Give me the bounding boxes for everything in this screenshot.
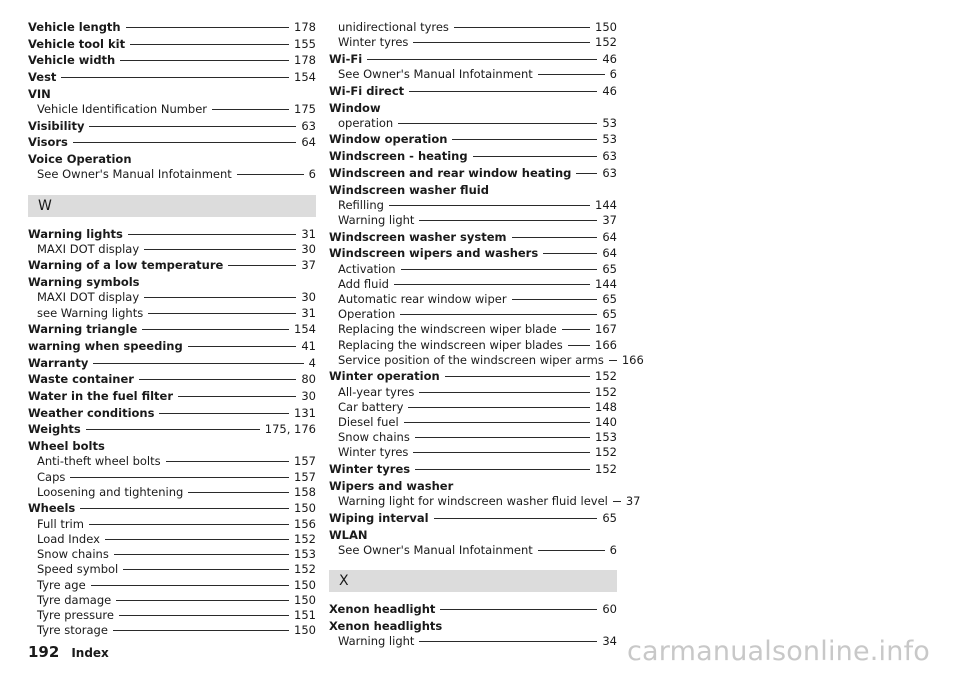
entry-label: Warning symbols (28, 275, 140, 290)
entry-page-number: 4 (308, 355, 316, 370)
index-entry (28, 70, 316, 85)
entry-label: Waste container (28, 372, 134, 387)
entry-label: warning when speeding (28, 338, 183, 353)
entry-label: Loosening and tightening (37, 484, 184, 499)
index-subentry (329, 262, 617, 277)
index-entry (329, 52, 617, 67)
leader-line (409, 91, 597, 92)
index-entry (28, 275, 316, 290)
leader-line (419, 641, 597, 642)
index-entry (28, 119, 316, 134)
entry-page-number: 64 (301, 135, 316, 150)
entry-page-number: 152 (595, 445, 617, 460)
entry-label: See Owner's Manual Infotainment (338, 542, 533, 557)
index-subentry (28, 532, 316, 547)
leader-line (228, 265, 296, 266)
entry-page-number: 156 (294, 516, 316, 531)
entry-page-number: 153 (294, 547, 316, 562)
leader-line (415, 469, 590, 470)
index-subentry (329, 400, 617, 415)
entry-label: Warning light (338, 633, 415, 648)
entry-label: Full trim (37, 516, 84, 531)
entry-page-number: 158 (294, 484, 316, 499)
entry-label: Load Index (37, 531, 100, 546)
entry-label: Diesel fuel (338, 415, 399, 430)
index-entry (28, 372, 316, 387)
entry-label: Winter tyres (338, 35, 409, 50)
leader-line (130, 44, 289, 45)
entry-page-number: 131 (294, 405, 316, 420)
leader-line (89, 524, 289, 525)
entry-page-number: 144 (595, 197, 617, 212)
entry-page-number: 152 (294, 531, 316, 546)
index-entry (329, 369, 617, 384)
entry-page-number: 153 (595, 430, 617, 445)
entry-label: Voice Operation (28, 152, 132, 167)
entry-page-number: 152 (595, 384, 617, 399)
index-subentry (329, 415, 617, 430)
index-subentry (329, 385, 617, 400)
entry-page-number: 152 (595, 35, 617, 50)
leader-line (401, 269, 598, 270)
leader-line (452, 139, 597, 140)
entry-label: Windscreen and rear window heating (329, 165, 572, 180)
entry-label: Replacing the windscreen wiper blade (338, 322, 557, 337)
entry-label: Caps (37, 469, 66, 484)
index-entry (28, 258, 316, 273)
entry-page-number: 37 (625, 494, 641, 509)
index-subentry (329, 277, 617, 292)
leader-line (538, 550, 605, 551)
index-subentry (28, 306, 316, 321)
index-entry (329, 246, 617, 261)
index-subentry (28, 454, 316, 469)
index-subentry (329, 35, 617, 50)
index-entry (28, 501, 316, 516)
leader-line (86, 429, 260, 430)
entry-page-number: 63 (301, 118, 316, 133)
letter-heading: W (28, 195, 316, 217)
entry-page-number: 154 (294, 70, 316, 85)
index-subentry (329, 292, 617, 307)
entry-label: Vehicle Identification Number (37, 102, 208, 117)
leader-line (123, 569, 289, 570)
entry-page-number: 178 (294, 20, 316, 34)
entry-page-number: 30 (301, 241, 316, 256)
entry-label: Snow chains (338, 430, 410, 445)
index-subentry (28, 242, 316, 257)
letter-heading: X (329, 570, 617, 592)
entry-label: Tyre damage (37, 592, 112, 607)
leader-line (400, 314, 597, 315)
entry-label: See Owner's Manual Infotainment (338, 67, 533, 82)
leader-line (237, 174, 304, 175)
entry-label: Warning light (338, 212, 415, 227)
leader-line (408, 407, 590, 408)
entry-label: Tyre storage (37, 623, 108, 638)
entry-page-number: 65 (602, 510, 617, 525)
entry-page-number: 31 (301, 226, 316, 241)
entry-page-number: 37 (301, 258, 316, 273)
entry-label: Visibility (28, 118, 85, 133)
entry-page-number: 150 (595, 20, 617, 34)
leader-line (126, 27, 289, 28)
index-entry (329, 149, 617, 164)
index-subentry (329, 67, 617, 82)
entry-label: Weather conditions (28, 405, 155, 420)
entry-label: All-year tyres (338, 384, 415, 399)
leader-line (105, 539, 289, 540)
entry-page-number: 65 (602, 307, 617, 322)
page-footer (28, 643, 109, 661)
entry-page-number: 150 (294, 623, 316, 638)
entry-label: Vehicle width (28, 53, 116, 68)
leader-line (188, 346, 297, 347)
leader-line (139, 379, 296, 380)
entry-label: Tyre age (37, 577, 86, 592)
leader-line (113, 630, 289, 631)
entry-label: Warning triangle (28, 322, 138, 337)
entry-label: Windscreen washer fluid (329, 182, 489, 197)
entry-label: Winter tyres (329, 462, 411, 477)
index-subentry (329, 20, 617, 35)
entry-label: unidirectional tyres (338, 20, 449, 34)
index-entry (329, 528, 617, 543)
leader-line (568, 345, 590, 346)
leader-line (398, 123, 597, 124)
entry-label: Refilling (338, 197, 384, 212)
leader-line (613, 501, 621, 502)
section-name: Index (71, 646, 109, 660)
entry-page-number: 155 (294, 36, 316, 51)
entry-page-number: 175 (294, 102, 316, 117)
leader-line (73, 142, 296, 143)
leader-line (166, 461, 289, 462)
index-subentry (28, 102, 316, 117)
index-subentry (28, 578, 316, 593)
entry-label: Snow chains (37, 547, 109, 562)
entry-page-number: 157 (294, 454, 316, 469)
index-entry (329, 511, 617, 526)
index-entry (28, 37, 316, 52)
entry-page-number: 144 (595, 276, 617, 291)
entry-page-number: 6 (609, 542, 617, 557)
leader-line (413, 42, 590, 43)
entry-label: Winter tyres (338, 445, 409, 460)
index-entry (28, 439, 316, 454)
entry-label: Operation (338, 307, 396, 322)
entry-label: Service position of the windscreen wiper arms (338, 352, 604, 367)
index-subentry (28, 547, 316, 562)
index-subentry (329, 445, 617, 460)
leader-line (415, 437, 590, 438)
entry-label: WLAN (329, 527, 368, 542)
entry-page-number: 148 (595, 399, 617, 414)
entry-page-number: 53 (602, 132, 617, 147)
index-entry (329, 230, 617, 245)
entry-label: Anti-theft wheel bolts (37, 454, 161, 469)
leader-line (188, 492, 289, 493)
index-entry (329, 462, 617, 477)
entry-label: see Warning lights (37, 305, 144, 320)
entry-page-number: 175, 176 (264, 422, 316, 437)
entry-label: Replacing the windscreen wiper blades (338, 337, 563, 352)
leader-line (543, 253, 597, 254)
leader-line (144, 249, 296, 250)
entry-label: Wheels (28, 501, 76, 516)
leader-line (148, 313, 296, 314)
leader-line (114, 554, 289, 555)
entry-page-number: 30 (301, 389, 316, 404)
entry-label: VIN (28, 86, 51, 101)
entry-label: Windscreen wipers and washers (329, 246, 539, 261)
entry-label: Warranty (28, 355, 89, 370)
entry-page-number: 157 (294, 469, 316, 484)
entry-page-number: 167 (595, 322, 617, 337)
index-subentry (329, 352, 644, 368)
leader-line (212, 109, 289, 110)
entry-page-number: 6 (609, 67, 617, 82)
entry-page-number: 63 (602, 165, 617, 180)
entry-label: Vehicle tool kit (28, 36, 126, 51)
index-entry (329, 101, 617, 116)
entry-page-number: 64 (602, 229, 617, 244)
entry-page-number: 178 (294, 53, 316, 68)
index-entry (28, 389, 316, 404)
leader-line (562, 329, 590, 330)
leader-line (367, 59, 597, 60)
index-entry (28, 322, 316, 337)
entry-label: Wiping interval (329, 510, 429, 525)
entry-label: Windscreen - heating (329, 149, 468, 164)
index-subentry (329, 198, 617, 213)
leader-line (419, 392, 590, 393)
leader-line (80, 508, 289, 509)
entry-label: Wi-Fi (329, 51, 363, 66)
index-subentry (329, 338, 617, 353)
entry-label: Window operation (329, 132, 448, 147)
index-subentry (28, 593, 316, 608)
watermark: carmanualsonline.info (627, 636, 930, 667)
index-entry (28, 339, 316, 354)
index-subentry (28, 485, 316, 500)
leader-line (128, 234, 296, 235)
leader-line (473, 156, 598, 157)
index-subentry (329, 307, 617, 322)
leader-line (440, 609, 597, 610)
index-subentry (28, 470, 316, 485)
index-subentry (28, 517, 316, 532)
entry-label: Winter operation (329, 369, 440, 384)
entry-label: Visors (28, 135, 68, 150)
leader-line (144, 297, 296, 298)
leader-line (538, 74, 605, 75)
entry-page-number: 150 (294, 577, 316, 592)
entry-label: Wipers and washer (329, 478, 454, 493)
page-number: 192 (28, 643, 60, 661)
index-entry (28, 227, 316, 242)
index-entry (329, 602, 617, 617)
index-entry (28, 422, 316, 437)
index-entry (28, 20, 316, 35)
index-subentry (329, 213, 617, 228)
entry-label: Xenon headlights (329, 618, 443, 633)
entry-page-number: 53 (602, 115, 617, 130)
entry-page-number: 65 (602, 291, 617, 306)
leader-line (512, 299, 598, 300)
index-entry (28, 406, 316, 421)
leader-line (61, 77, 289, 78)
leader-line (120, 60, 289, 61)
leader-line (159, 413, 289, 414)
leader-line (434, 518, 598, 519)
index-entry (28, 356, 316, 371)
leader-line (116, 600, 289, 601)
index-subentry (329, 116, 617, 131)
entry-page-number: 166 (595, 337, 617, 352)
leader-line (394, 284, 590, 285)
entry-label: Automatic rear window wiper (338, 291, 507, 306)
index-entry (329, 132, 617, 147)
index-subentry (329, 322, 617, 337)
entry-page-number: 166 (621, 352, 644, 367)
entry-page-number: 60 (602, 601, 617, 616)
entry-page-number: 150 (294, 592, 316, 607)
entry-label: Speed symbol (37, 562, 119, 577)
entry-page-number: 65 (602, 261, 617, 276)
entry-label: Car battery (338, 399, 404, 414)
index-column-left (28, 20, 316, 638)
entry-label: Window (329, 100, 381, 115)
index-entry (329, 84, 617, 99)
entry-page-number: 46 (602, 83, 617, 98)
leader-line (512, 237, 598, 238)
leader-line (609, 360, 617, 361)
entry-page-number: 64 (602, 246, 617, 261)
leader-line (70, 477, 289, 478)
entry-label: Warning lights (28, 226, 123, 241)
index-entry (329, 479, 617, 494)
entry-label: Warning of a low temperature (28, 258, 224, 273)
leader-line (89, 126, 296, 127)
entry-page-number: 152 (595, 462, 617, 477)
entry-page-number: 140 (595, 415, 617, 430)
index-subentry (28, 290, 316, 305)
entry-page-number: 37 (602, 212, 617, 227)
entry-page-number: 80 (301, 372, 316, 387)
entry-page-number: 30 (301, 290, 316, 305)
entry-page-number: 41 (301, 338, 316, 353)
entry-label: Water in the fuel filter (28, 389, 173, 404)
index-subentry (329, 430, 617, 445)
entry-page-number: 63 (602, 149, 617, 164)
entry-label: Wi-Fi direct (329, 83, 405, 98)
index-entry (28, 152, 316, 167)
leader-line (419, 220, 597, 221)
leader-line (404, 422, 590, 423)
index-column-right (329, 20, 644, 649)
leader-line (445, 376, 590, 377)
entry-label: See Owner's Manual Infotainment (37, 167, 232, 182)
entry-label: Xenon headlight (329, 601, 436, 616)
entry-label: Warning light for windscreen washer fluid level (338, 494, 608, 509)
leader-line (93, 363, 303, 364)
index-entry (28, 87, 316, 102)
leader-line (454, 27, 590, 28)
index-subentry (329, 494, 641, 509)
index-subentry (28, 562, 316, 577)
leader-line (413, 452, 590, 453)
index-subentry (28, 167, 316, 182)
entry-label: Activation (338, 261, 396, 276)
entry-page-number: 152 (294, 562, 316, 577)
entry-label: Vehicle length (28, 20, 121, 34)
index-subentry (28, 623, 316, 638)
leader-line (389, 205, 590, 206)
index-entry (329, 183, 617, 198)
index-entry (329, 619, 617, 634)
entry-page-number: 154 (294, 322, 316, 337)
index-subentry (28, 608, 316, 623)
leader-line (178, 396, 296, 397)
entry-label: Weights (28, 422, 81, 437)
entry-label: operation (338, 115, 394, 130)
entry-page-number: 31 (301, 305, 316, 320)
entry-page-number: 34 (602, 633, 617, 648)
entry-label: Tyre pressure (37, 607, 114, 622)
entry-label: MAXI DOT display (37, 241, 140, 256)
entry-label: Windscreen washer system (329, 229, 507, 244)
entry-label: Wheel bolts (28, 439, 105, 454)
leader-line (91, 585, 289, 586)
entry-page-number: 151 (294, 607, 316, 622)
entry-page-number: 152 (595, 369, 617, 384)
index-entry (329, 166, 617, 181)
entry-page-number: 150 (294, 501, 316, 516)
entry-label: Add fluid (338, 276, 389, 291)
leader-line (142, 329, 289, 330)
index-entry (28, 53, 316, 68)
entry-page-number: 46 (602, 51, 617, 66)
leader-line (576, 173, 597, 174)
entry-label: Vest (28, 70, 57, 85)
index-subentry (329, 543, 617, 558)
entry-label: MAXI DOT display (37, 290, 140, 305)
entry-page-number: 6 (308, 167, 316, 182)
index-subentry (329, 634, 617, 649)
leader-line (119, 615, 289, 616)
index-entry (28, 135, 316, 150)
